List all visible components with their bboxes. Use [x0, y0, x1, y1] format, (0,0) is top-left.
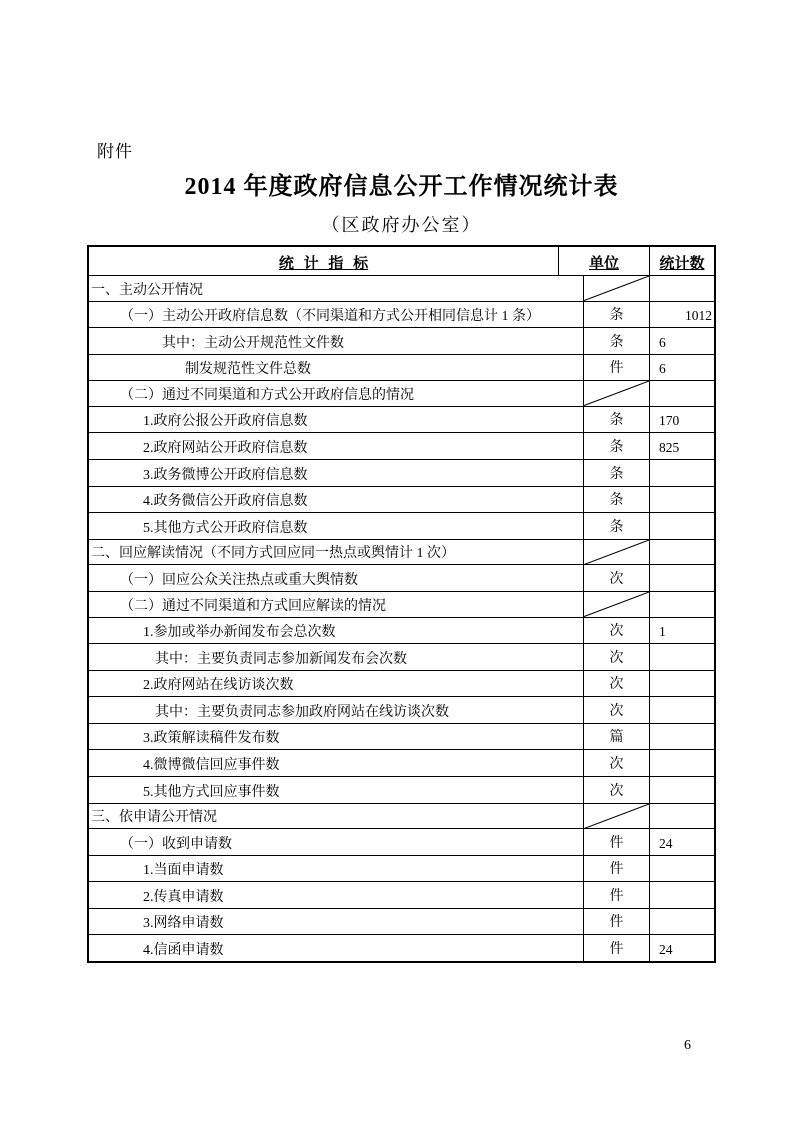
cell-indicator: 4.政务微信公开政府信息数 [143, 494, 308, 510]
diagonal-line-icon [584, 276, 649, 301]
table-row [89, 643, 714, 670]
cell-unit-diagonal [583, 276, 649, 301]
cell-count: 825 [649, 433, 714, 459]
table-row [89, 723, 714, 750]
table-row [89, 275, 714, 301]
cell-indicator: （二）通过不同渠道和方式回应解读的情况 [120, 598, 386, 614]
cell-indicator: 4.微博微信回应事件数 [143, 757, 280, 773]
cell-unit: 条 [583, 460, 649, 486]
cell-unit: 次 [583, 697, 649, 723]
page-number: 6 [684, 1038, 691, 1053]
cell-indicator: 5.其他方式回应事件数 [143, 784, 280, 800]
cell-indicator: 5.其他方式公开政府信息数 [143, 520, 308, 536]
cell-indicator: （一）收到申请数 [120, 836, 232, 852]
table-row [89, 881, 714, 908]
document-title: 2014 年度政府信息公开工作情况统计表 [184, 174, 619, 200]
table-row [89, 776, 714, 803]
cell-count [649, 882, 714, 908]
cell-unit: 次 [583, 671, 649, 697]
cell-unit: 条 [583, 487, 649, 513]
table-row [89, 855, 714, 882]
table-row [89, 749, 714, 776]
table-row [89, 406, 714, 433]
cell-indicator: 1.当面申请数 [143, 863, 224, 879]
cell-indicator: 二、回应解读情况（不同方式回应同一热点或舆情计 1 次） [91, 546, 455, 562]
table-row [89, 486, 714, 513]
cell-indicator: 3.政策解读稿件发布数 [143, 731, 280, 747]
cell-unit: 件 [583, 355, 649, 381]
cell-unit-diagonal [583, 592, 649, 617]
cell-indicator: 其中：主要负责同志参加政府网站在线访谈次数 [155, 704, 449, 720]
diagonal-line-icon [584, 804, 649, 829]
diagonal-line-icon [584, 540, 649, 565]
cell-count: 24 [649, 829, 714, 855]
cell-indicator: 其中：主要负责同志参加新闻发布会次数 [155, 651, 407, 667]
cell-count [649, 671, 714, 697]
table-row [89, 539, 714, 565]
table-row [89, 327, 714, 354]
cell-indicator: 1.政府公报公开政府信息数 [143, 414, 308, 430]
cell-indicator: 三、依申请公开情况 [91, 810, 217, 826]
table-row [89, 934, 714, 961]
cell-indicator: （二）通过不同渠道和方式公开政府信息的情况 [120, 387, 414, 403]
cell-count: 6 [649, 328, 714, 354]
diagonal-line-icon [584, 381, 649, 406]
cell-unit: 次 [583, 777, 649, 803]
cell-unit: 件 [583, 909, 649, 935]
cell-unit: 条 [583, 328, 649, 354]
cell-indicator: 一、主动公开情况 [91, 282, 203, 298]
cell-unit: 件 [583, 882, 649, 908]
cell-unit: 条 [583, 433, 649, 459]
cell-unit: 次 [583, 644, 649, 670]
table-row [89, 354, 714, 381]
cell-unit: 篇 [583, 724, 649, 750]
cell-unit-diagonal [583, 804, 649, 829]
cell-count [649, 697, 714, 723]
cell-unit-diagonal [583, 540, 649, 565]
cell-unit-diagonal [583, 381, 649, 406]
document-subtitle: （区政府办公室） [321, 215, 482, 235]
cell-indicator: 3.网络申请数 [143, 916, 224, 932]
cell-unit: 条 [583, 407, 649, 433]
cell-count [649, 487, 714, 513]
cell-count [649, 777, 714, 803]
cell-unit: 次 [583, 618, 649, 644]
attachment-label: 附件 [97, 142, 133, 161]
cell-unit: 件 [583, 856, 649, 882]
cell-indicator: 2.传真申请数 [143, 889, 224, 905]
cell-unit: 次 [583, 565, 649, 591]
cell-count [649, 460, 714, 486]
table-row [89, 512, 714, 539]
cell-unit: 次 [583, 750, 649, 776]
cell-indicator: 2.政府网站在线访谈次数 [143, 678, 294, 694]
cell-count [649, 856, 714, 882]
table-row [89, 696, 714, 723]
cell-count [649, 804, 714, 829]
cell-unit: 件 [583, 935, 649, 961]
header-unit: 单位 [558, 247, 649, 275]
table-row [89, 459, 714, 486]
cell-indicator: 1.参加或举办新闻发布会总次数 [143, 625, 336, 641]
table-row [89, 432, 714, 459]
cell-count: 1012 [649, 302, 714, 328]
cell-count [649, 909, 714, 935]
cell-count [649, 644, 714, 670]
cell-unit: 条 [583, 513, 649, 539]
cell-count: 1 [649, 618, 714, 644]
table-row [89, 670, 714, 697]
diagonal-line-icon [584, 592, 649, 617]
cell-count: 24 [649, 935, 714, 961]
cell-indicator: 3.政务微博公开政府信息数 [143, 467, 308, 483]
cell-count [649, 592, 714, 617]
cell-indicator: 其中：主动公开规范性文件数 [162, 335, 344, 351]
cell-count [649, 540, 714, 565]
statistics-table [87, 245, 716, 963]
table-row [89, 828, 714, 855]
header-indicator: 统 计 指 标 [278, 256, 369, 272]
header-count: 统计数 [649, 247, 714, 275]
table-row [89, 380, 714, 406]
cell-count [649, 276, 714, 301]
cell-count [649, 565, 714, 591]
cell-indicator: 制发规范性文件总数 [185, 362, 311, 378]
cell-count: 170 [649, 407, 714, 433]
cell-unit: 条 [583, 302, 649, 328]
table-row [89, 908, 714, 935]
cell-count: 6 [649, 355, 714, 381]
table-row [89, 591, 714, 617]
cell-count [649, 513, 714, 539]
table-row [89, 301, 714, 328]
cell-indicator: 4.信函申请数 [143, 943, 224, 959]
table-row [89, 564, 714, 591]
table-row [89, 803, 714, 829]
cell-count [649, 381, 714, 406]
cell-count [649, 750, 714, 776]
cell-indicator: （一）主动公开政府信息数（不同渠道和方式公开相同信息计 1 条） [120, 309, 540, 325]
cell-indicator: 2.政府网站公开政府信息数 [143, 441, 308, 457]
table-header-row [89, 247, 714, 275]
cell-unit: 件 [583, 829, 649, 855]
cell-indicator: （一）回应公众关注热点或重大舆情数 [120, 572, 358, 588]
cell-count [649, 724, 714, 750]
table-row [89, 617, 714, 644]
